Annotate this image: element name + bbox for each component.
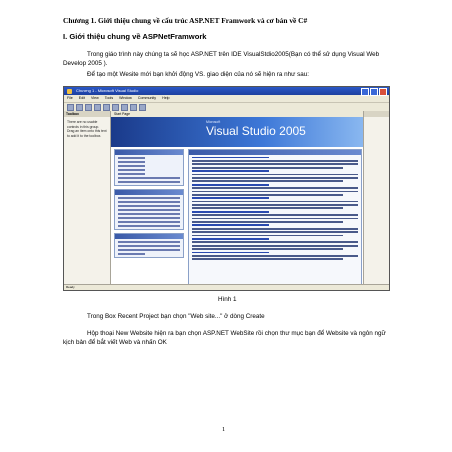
vs-menubar (64, 95, 389, 103)
redo-icon (130, 104, 137, 111)
run-icon (139, 104, 146, 111)
menu-file: File (67, 96, 73, 100)
section-title: I. Giới thiệu chung về ASPNetFramwork (63, 32, 207, 41)
cut-icon (94, 104, 101, 111)
copy-icon (103, 104, 110, 111)
menu-window: Window (119, 96, 132, 100)
menu-tools: Tools (104, 96, 114, 100)
window-buttons (361, 88, 387, 96)
microsoft-label: Microsoft (206, 120, 221, 124)
toolbox-message: There are no usable controls in this group. Drag an item onto this text to add it to the toolbox. (67, 120, 107, 138)
menu-edit: Edit (78, 96, 85, 100)
save-icon (85, 104, 92, 111)
maximize-icon (370, 88, 378, 96)
new-project-icon (67, 104, 74, 111)
menu-view: View (91, 96, 99, 100)
open-icon (76, 104, 83, 111)
paragraph-recent-project: Trong Box Recent Project bạn chọn "Web site..." ở dòng Create (87, 313, 265, 320)
paragraph-new-website: Hộp thoại New Website hiện ra bạn chọn ASP.NET WebSite rồi chọn thư mục bạn để Website và ngôn ngữ kịch bản để bắt viết Web và nhấn OK (63, 330, 386, 346)
vs-app-icon (67, 89, 72, 94)
recent-projects-panel (114, 149, 184, 186)
solution-explorer-panel (363, 111, 389, 285)
start-page (111, 111, 364, 285)
page-number: 1 (222, 426, 226, 433)
visual-studio-logo: Visual Studio 2005 (206, 124, 306, 138)
visual-studio-screenshot (63, 86, 390, 291)
vs-titlebar (64, 87, 389, 95)
start-page-tab: Start Page (111, 111, 364, 118)
menu-community: Community (137, 96, 157, 100)
toolbox-panel (64, 111, 111, 285)
paragraph-intro: Trong giáo trình này chúng ta sẽ học ASP.NET trên IDE VisualStdio2005(Bạn có thể sử dụng Visual Web Develop 2005 ). (63, 51, 380, 67)
chapter-title: Chương 1. Giới thiệu chung về cấu trúc ASP.NET Framwork và cơ bản về C# (63, 16, 308, 25)
vs-banner (111, 117, 364, 147)
close-icon (379, 88, 387, 96)
toolbox-header: Toolbox (64, 111, 110, 117)
paste-icon (112, 104, 119, 111)
getting-started-panel (114, 189, 184, 230)
vs-window-title: Chương 1 - Microsoft Visual Studio (76, 88, 139, 93)
vs-statusbar: Ready (64, 284, 390, 290)
headlines-panel (114, 233, 184, 258)
msdn-news-panel (188, 149, 362, 285)
minimize-icon (361, 88, 369, 96)
paragraph-create-website: Để tạo một Wesite mới bạn khởi động VS. giao diện của nó sẽ hiện ra như sau: (87, 71, 310, 78)
menu-help: Help (162, 96, 170, 100)
undo-icon (121, 104, 128, 111)
figure-caption: Hình 1 (218, 296, 237, 303)
start-left-column (114, 149, 184, 283)
